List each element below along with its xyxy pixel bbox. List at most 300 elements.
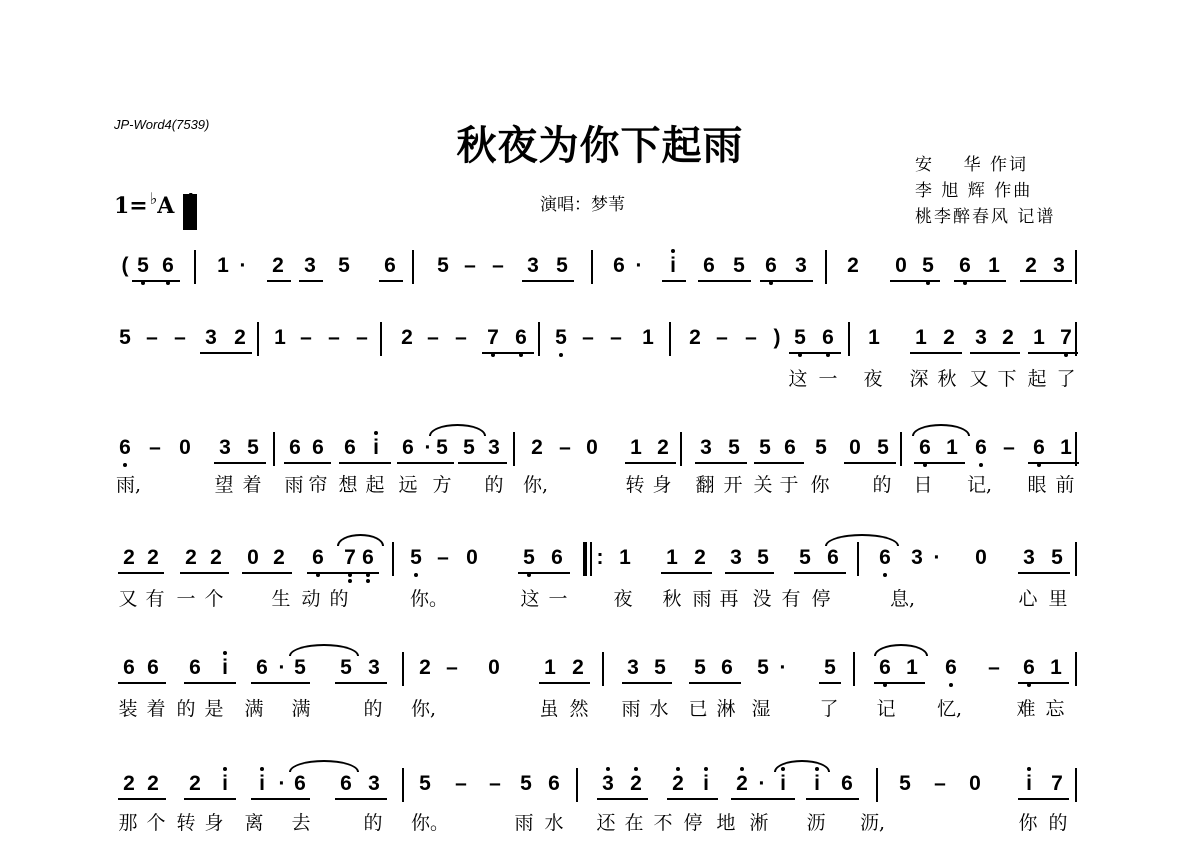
barline bbox=[538, 322, 540, 356]
lyric-char: 想 bbox=[338, 474, 358, 496]
note: 1 bbox=[666, 546, 678, 569]
note: · bbox=[779, 656, 787, 679]
note: 6 bbox=[357, 545, 379, 571]
note: i bbox=[662, 253, 684, 279]
note: 6 bbox=[1018, 655, 1040, 681]
lyric-char: 然 bbox=[569, 698, 589, 720]
underline-beam bbox=[622, 682, 672, 684]
note: 1 bbox=[274, 326, 286, 349]
barline bbox=[1075, 432, 1077, 466]
underline-beam bbox=[184, 682, 236, 684]
low-octave-dot bbox=[366, 579, 370, 583]
note: 5 bbox=[728, 436, 740, 459]
note: 3 bbox=[795, 254, 807, 277]
lyric-char: 水 bbox=[649, 698, 669, 720]
note: 1 bbox=[630, 436, 642, 459]
lyric-char: 的 bbox=[1048, 812, 1068, 834]
underline-beam bbox=[1028, 352, 1078, 354]
note: 1 bbox=[946, 436, 958, 459]
note: 6 bbox=[940, 655, 962, 681]
note: 3 bbox=[975, 326, 987, 349]
note: – bbox=[146, 326, 158, 349]
lyric-char: 转 bbox=[176, 812, 196, 834]
note: – bbox=[610, 326, 622, 349]
transcriber-credit: 桃李醉春风 记谱 bbox=[915, 207, 1056, 227]
lyric-char: 望 bbox=[214, 474, 234, 496]
underline-beam bbox=[819, 682, 841, 684]
underline-beam bbox=[698, 280, 751, 282]
lyric-char: 有 bbox=[781, 588, 801, 610]
note: 6 bbox=[827, 546, 839, 569]
note: 5 bbox=[757, 546, 769, 569]
notation-line bbox=[114, 432, 1086, 472]
underline-beam bbox=[1028, 462, 1079, 464]
note: – bbox=[455, 772, 467, 795]
note: 3 bbox=[911, 546, 923, 569]
note: 6 bbox=[613, 254, 625, 277]
lyric-char: 地 bbox=[716, 812, 736, 834]
lyric-char: 装 bbox=[118, 698, 138, 720]
note: i bbox=[251, 771, 273, 797]
note: 2 bbox=[210, 546, 222, 569]
high-octave-dot bbox=[606, 767, 610, 771]
notation-line bbox=[114, 322, 1086, 362]
barline bbox=[591, 250, 593, 284]
lyric-char: 着 bbox=[146, 698, 166, 720]
note: 3 bbox=[730, 546, 742, 569]
notation-line bbox=[114, 250, 1086, 290]
barline bbox=[257, 322, 259, 356]
underline-beam bbox=[689, 682, 741, 684]
barline bbox=[1075, 250, 1077, 284]
lyric-char: 动 bbox=[301, 588, 321, 610]
note: 1 bbox=[868, 326, 880, 349]
composer-credit: 李 旭 辉 作曲 bbox=[915, 181, 1033, 201]
lyric-char: 生 bbox=[271, 588, 291, 610]
underline-beam bbox=[118, 798, 166, 800]
underline-beam bbox=[806, 798, 859, 800]
barline bbox=[412, 250, 414, 284]
note: i bbox=[214, 655, 236, 681]
lyric-char: 夜 bbox=[613, 588, 633, 610]
lyric-char: 去 bbox=[291, 812, 311, 834]
underline-beam bbox=[625, 462, 676, 464]
lyric-char: 起 bbox=[1027, 368, 1047, 390]
note: 6 bbox=[402, 436, 414, 459]
underline-beam bbox=[339, 572, 379, 574]
underline-beam bbox=[118, 572, 164, 574]
lyric-char: 翻 bbox=[695, 474, 715, 496]
note: – bbox=[745, 326, 757, 349]
lyric-char: 在 bbox=[624, 812, 644, 834]
high-octave-dot bbox=[223, 651, 227, 655]
barline bbox=[576, 768, 578, 802]
underline-beam bbox=[1020, 280, 1072, 282]
underline-beam bbox=[482, 352, 534, 354]
underline-beam bbox=[539, 682, 590, 684]
slur-tie bbox=[289, 760, 359, 772]
flat-sign: ♭ bbox=[149, 188, 158, 208]
lyric-char: 还 bbox=[596, 812, 616, 834]
barline bbox=[853, 652, 855, 686]
note: 3 bbox=[219, 436, 231, 459]
note: – bbox=[149, 436, 161, 459]
lyric-char: 你。 bbox=[411, 812, 450, 834]
barline bbox=[194, 250, 196, 284]
lyrics-line bbox=[114, 808, 1086, 834]
underline-beam bbox=[267, 280, 291, 282]
note: 7 bbox=[482, 325, 504, 351]
note: · bbox=[758, 772, 766, 795]
note: 2 bbox=[419, 656, 431, 679]
underline-beam bbox=[251, 798, 310, 800]
note: 6 bbox=[721, 656, 733, 679]
lyric-char: 方 bbox=[432, 474, 452, 496]
note: – bbox=[582, 326, 594, 349]
underline-beam bbox=[1018, 798, 1069, 800]
lyric-char: 离 bbox=[244, 812, 264, 834]
underline-beam bbox=[1018, 682, 1069, 684]
lyric-char: 没 bbox=[752, 588, 772, 610]
low-octave-dot bbox=[883, 573, 887, 577]
lyric-char: 日 bbox=[913, 474, 933, 496]
lyric-char: 了 bbox=[819, 698, 839, 720]
slur-tie bbox=[289, 644, 359, 656]
note: – bbox=[455, 326, 467, 349]
note: 2 bbox=[531, 436, 543, 459]
note: 3 bbox=[368, 656, 380, 679]
lyric-char: 的 bbox=[484, 474, 504, 496]
note: – bbox=[174, 326, 186, 349]
note: 5 bbox=[799, 546, 811, 569]
note: 5 bbox=[917, 253, 939, 279]
slur-tie bbox=[825, 534, 899, 546]
lyric-char: 又 bbox=[969, 368, 989, 390]
slur-tie bbox=[912, 424, 970, 436]
note: 5 bbox=[436, 436, 448, 459]
barline bbox=[1075, 768, 1077, 802]
lyric-char: 一 bbox=[548, 588, 568, 610]
note: 2 bbox=[147, 772, 159, 795]
underline-beam bbox=[214, 462, 266, 464]
note: i bbox=[772, 771, 794, 797]
note: 5 bbox=[294, 656, 306, 679]
note: 5 bbox=[550, 325, 572, 351]
note: · bbox=[239, 254, 247, 277]
lyric-char: 着 bbox=[242, 474, 262, 496]
underline-beam bbox=[970, 352, 1020, 354]
note: 5 bbox=[520, 772, 532, 795]
note: 6 bbox=[784, 436, 796, 459]
barline bbox=[1075, 322, 1077, 356]
note: 0 bbox=[179, 436, 191, 459]
underline-beam bbox=[200, 352, 252, 354]
key-signature bbox=[114, 188, 195, 219]
lyrics-line bbox=[114, 364, 1086, 390]
note: 0 bbox=[975, 546, 987, 569]
note: 5 bbox=[733, 254, 745, 277]
note: 6 bbox=[344, 436, 356, 459]
note: – bbox=[716, 326, 728, 349]
note: 5 bbox=[899, 772, 911, 795]
note: – bbox=[934, 772, 946, 795]
note: 2 bbox=[667, 771, 689, 797]
note: 1 bbox=[217, 254, 229, 277]
lyric-char: 的 bbox=[329, 588, 349, 610]
low-octave-dot bbox=[348, 579, 352, 583]
lyric-char: 了 bbox=[1056, 368, 1076, 390]
note: 2 bbox=[401, 326, 413, 349]
barline bbox=[380, 322, 382, 356]
note: – bbox=[427, 326, 439, 349]
note: · bbox=[933, 546, 941, 569]
underline-beam bbox=[794, 572, 846, 574]
high-octave-dot bbox=[634, 767, 638, 771]
note: 1 bbox=[1033, 326, 1045, 349]
lyric-char: 你。 bbox=[410, 588, 449, 610]
note: 5 bbox=[815, 436, 827, 459]
notation-line bbox=[114, 652, 1086, 692]
underline-beam bbox=[914, 462, 965, 464]
barline bbox=[857, 542, 859, 576]
underline-beam bbox=[335, 798, 387, 800]
note: 5 bbox=[694, 656, 706, 679]
note: – bbox=[446, 656, 458, 679]
lyric-char: 忆, bbox=[937, 698, 963, 720]
note: 6 bbox=[114, 435, 136, 461]
note: 1 bbox=[1050, 656, 1062, 679]
high-octave-dot bbox=[223, 767, 227, 771]
key-note: A bbox=[157, 193, 175, 219]
note: 6 bbox=[874, 655, 896, 681]
note: 1 bbox=[1060, 436, 1072, 459]
lyric-char: 沥 bbox=[806, 812, 826, 834]
underline-beam bbox=[695, 462, 747, 464]
high-octave-dot bbox=[260, 767, 264, 771]
underline-beam bbox=[251, 682, 310, 684]
underline-beam bbox=[890, 280, 940, 282]
note: 1 bbox=[915, 326, 927, 349]
lyric-char: 个 bbox=[204, 588, 224, 610]
slur-tie bbox=[337, 534, 384, 546]
lyric-char: 的 bbox=[872, 474, 892, 496]
note: – bbox=[489, 772, 501, 795]
time-signature bbox=[184, 193, 194, 219]
lyric-char: 息, bbox=[890, 588, 916, 610]
note: 6 bbox=[384, 254, 396, 277]
lyric-char: 是 bbox=[204, 698, 224, 720]
lyric-char: 眼 bbox=[1027, 474, 1047, 496]
lyric-char: 已 bbox=[688, 698, 708, 720]
note: 0 bbox=[247, 546, 259, 569]
underline-beam bbox=[1018, 572, 1070, 574]
lyrics-line bbox=[114, 694, 1086, 720]
slur-tie bbox=[774, 760, 830, 772]
note: · bbox=[278, 772, 286, 795]
note: 6 bbox=[548, 772, 560, 795]
note: 6 bbox=[294, 772, 306, 795]
note: 6 bbox=[510, 325, 532, 351]
note: 5 bbox=[437, 254, 449, 277]
lyrics-line bbox=[114, 584, 1086, 610]
note: 6 bbox=[307, 545, 329, 571]
note: 5 bbox=[556, 254, 568, 277]
note: 2 bbox=[731, 771, 753, 797]
note: 7 bbox=[1051, 772, 1063, 795]
lyric-char: 又 bbox=[118, 588, 138, 610]
lyric-char: 这 bbox=[788, 368, 808, 390]
underline-beam bbox=[874, 682, 925, 684]
note: 5 bbox=[132, 253, 154, 279]
note: 6 bbox=[1028, 435, 1050, 461]
lyric-char: 淋 bbox=[716, 698, 736, 720]
note: 2 bbox=[189, 772, 201, 795]
low-octave-dot bbox=[979, 463, 983, 467]
note: 6 bbox=[312, 436, 324, 459]
note: – bbox=[988, 656, 1000, 679]
lyric-char: 忘 bbox=[1045, 698, 1065, 720]
underline-beam bbox=[397, 462, 454, 464]
note: 5 bbox=[338, 254, 350, 277]
note: 2 bbox=[273, 546, 285, 569]
repeat-barline bbox=[583, 542, 587, 576]
barline bbox=[273, 432, 275, 466]
note: 2 bbox=[147, 546, 159, 569]
lyric-char: 秋 bbox=[662, 588, 682, 610]
note: 6 bbox=[157, 253, 179, 279]
note: 5 bbox=[877, 436, 889, 459]
repeat-dots: : bbox=[596, 546, 604, 569]
barline bbox=[1075, 652, 1077, 686]
underline-beam bbox=[597, 798, 648, 800]
barline bbox=[392, 542, 394, 576]
note: 5 bbox=[1051, 546, 1063, 569]
lyric-char: 夜 bbox=[863, 368, 883, 390]
note: i bbox=[214, 771, 236, 797]
note: · bbox=[635, 254, 643, 277]
note: i bbox=[1018, 771, 1040, 797]
underline-beam bbox=[242, 572, 292, 574]
lyric-char: 那 bbox=[118, 812, 138, 834]
lyricist-credit: 安 华 作词 bbox=[915, 155, 1029, 175]
barline bbox=[876, 768, 878, 802]
note: 2 bbox=[572, 656, 584, 679]
note: ) bbox=[773, 326, 781, 349]
note: i bbox=[695, 771, 717, 797]
note: 2 bbox=[694, 546, 706, 569]
lyric-char: 转 bbox=[625, 474, 645, 496]
lyric-char: 起 bbox=[365, 474, 385, 496]
lyric-char: 湿 bbox=[751, 698, 771, 720]
barline bbox=[669, 322, 671, 356]
low-octave-dot bbox=[949, 683, 953, 687]
lyric-char: 下 bbox=[997, 368, 1017, 390]
lyric-char: 满 bbox=[244, 698, 264, 720]
note: 6 bbox=[289, 436, 301, 459]
slur-tie bbox=[429, 424, 486, 436]
lyric-char: 停 bbox=[811, 588, 831, 610]
high-octave-dot bbox=[740, 767, 744, 771]
slur-tie bbox=[874, 644, 928, 656]
barline bbox=[825, 250, 827, 284]
lyric-char: 你 bbox=[810, 474, 830, 496]
note: 2 bbox=[689, 326, 701, 349]
underline-beam bbox=[184, 798, 236, 800]
note: · bbox=[278, 656, 286, 679]
barline bbox=[848, 322, 850, 356]
notation-line bbox=[114, 542, 1086, 582]
lyric-char: 身 bbox=[652, 474, 672, 496]
note: 0 bbox=[895, 254, 907, 277]
note: 5 bbox=[789, 325, 811, 351]
underline-beam bbox=[731, 798, 795, 800]
lyrics-line bbox=[114, 470, 1086, 496]
lyric-char: 记 bbox=[876, 698, 896, 720]
note: ( bbox=[121, 254, 129, 277]
lyric-char: 虽 bbox=[539, 698, 559, 720]
high-octave-dot bbox=[1027, 767, 1031, 771]
underline-beam bbox=[299, 280, 323, 282]
underline-beam bbox=[284, 462, 331, 464]
underline-beam bbox=[180, 572, 229, 574]
note: 3 bbox=[1053, 254, 1065, 277]
note: 2 bbox=[1025, 254, 1037, 277]
barline bbox=[513, 432, 515, 466]
note: – bbox=[300, 326, 312, 349]
note: 6 bbox=[841, 772, 853, 795]
underline-beam bbox=[335, 682, 387, 684]
lyric-char: 沥, bbox=[860, 812, 886, 834]
lyric-char: 雨 bbox=[284, 474, 304, 496]
underline-beam bbox=[667, 798, 718, 800]
lyric-char: 记, bbox=[967, 474, 993, 496]
note: 2 bbox=[625, 771, 647, 797]
note: 2 bbox=[1002, 326, 1014, 349]
underline-beam bbox=[760, 280, 813, 282]
lyric-char: 难 bbox=[1016, 698, 1036, 720]
note: 6 bbox=[340, 772, 352, 795]
underline-beam bbox=[662, 280, 686, 282]
low-octave-dot bbox=[414, 573, 418, 577]
key-prefix: 1= bbox=[114, 193, 148, 219]
high-octave-dot bbox=[704, 767, 708, 771]
note: 2 bbox=[943, 326, 955, 349]
lyric-char: 开 bbox=[723, 474, 743, 496]
lyric-char: 一 bbox=[818, 368, 838, 390]
underline-beam bbox=[754, 462, 804, 464]
note: 6 bbox=[760, 253, 782, 279]
lyric-char: 你 bbox=[1018, 812, 1038, 834]
high-octave-dot bbox=[676, 767, 680, 771]
lyric-char: 的 bbox=[363, 812, 383, 834]
barline bbox=[1075, 542, 1077, 576]
note: 7 bbox=[1055, 325, 1077, 351]
note: 0 bbox=[488, 656, 500, 679]
high-octave-dot bbox=[374, 431, 378, 435]
note: 2 bbox=[123, 772, 135, 795]
lyric-char: 前 bbox=[1055, 474, 1075, 496]
barline bbox=[680, 432, 682, 466]
lyric-char: 远 bbox=[398, 474, 418, 496]
note: 3 bbox=[627, 656, 639, 679]
underline-beam bbox=[132, 280, 180, 282]
note: 5 bbox=[247, 436, 259, 459]
lyric-char: 雨 bbox=[621, 698, 641, 720]
high-octave-dot bbox=[671, 249, 675, 253]
underline-beam bbox=[789, 352, 841, 354]
lyric-char: 的 bbox=[176, 698, 196, 720]
note: 6 bbox=[874, 545, 896, 571]
